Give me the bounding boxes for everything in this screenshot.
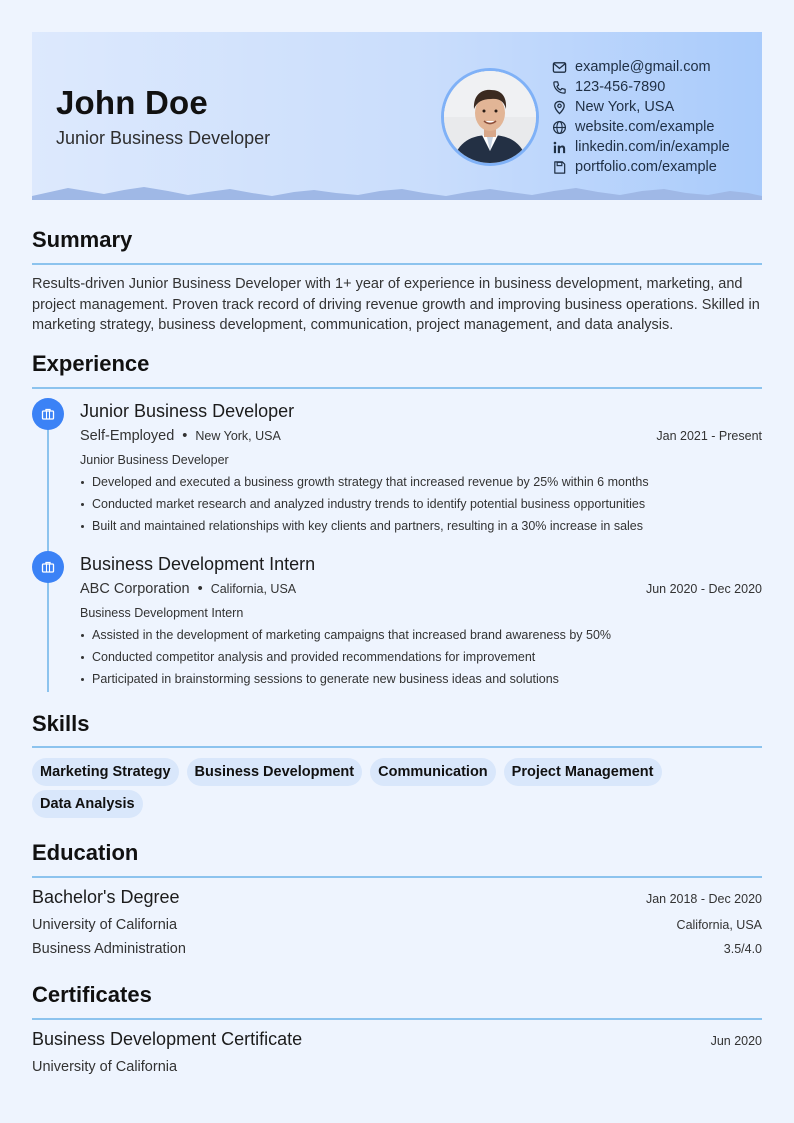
list-item: Conducted market research and analyzed industry trends to identify potential business opportunities [80, 493, 762, 515]
job-title: Business Development Intern [80, 554, 316, 574]
job-subtitle: Junior Business Developer [80, 453, 229, 467]
education-field: Business Administration [32, 941, 186, 957]
job-bullets [80, 471, 762, 537]
job-company: Self-Employed [80, 428, 175, 444]
experience-heading: Experience [32, 351, 150, 376]
contact-phone[interactable] [552, 77, 762, 97]
list-item: Participated in brainstorming sessions to generate new business ideas and solutions [80, 668, 762, 690]
skill-tag: Business Development [187, 758, 363, 786]
job-bullets [80, 624, 762, 690]
education-school: University of California [32, 917, 178, 933]
contact-portfolio[interactable] [552, 157, 762, 177]
certificates-divider [32, 1018, 762, 1020]
skill-tag: Project Management [504, 758, 662, 786]
meta-separator: • [182, 428, 188, 444]
experience-entry [80, 399, 762, 537]
contact-website[interactable] [552, 117, 762, 137]
education-gpa: 3.5/4.0 [723, 942, 762, 956]
briefcase-icon [41, 560, 55, 574]
contact-website-text: website.com/example [575, 119, 715, 135]
meta-separator: • [197, 581, 203, 597]
job-dates: Jan 2021 - Present [656, 429, 762, 443]
certificate-date: Jun 2020 [710, 1034, 762, 1048]
contact-location [552, 97, 762, 117]
education-heading: Education [32, 840, 139, 865]
resume-header [32, 32, 762, 200]
contact-location-text: New York, USA [575, 99, 675, 115]
education-degree-row [32, 887, 762, 913]
skill-tag: Communication [370, 758, 496, 786]
job-company: ABC Corporation [80, 581, 190, 597]
certificate-issuer-row [32, 1058, 762, 1078]
skill-tag: Marketing Strategy [32, 758, 179, 786]
contact-phone-text: 123-456-7890 [575, 79, 666, 95]
experience-entry [80, 552, 762, 690]
education-dates: Jan 2018 - Dec 2020 [645, 892, 762, 906]
contact-email[interactable] [552, 57, 762, 77]
summary-divider [32, 263, 762, 265]
list-item: Developed and executed a business growth strategy that increased revenue by 25% within 6 months [80, 471, 762, 493]
job-location: California, USA [210, 582, 297, 596]
profile-photo [441, 68, 539, 166]
skills-list [32, 758, 762, 822]
portfolio-icon [552, 160, 567, 175]
contact-linkedin-text: linkedin.com/in/example [575, 139, 730, 155]
job-meta [80, 423, 762, 449]
contact-list [552, 57, 762, 177]
education-degree: Bachelor's Degree [32, 887, 180, 907]
education-school-row [32, 916, 762, 936]
skills-divider [32, 746, 762, 748]
location-pin-icon [552, 100, 567, 115]
candidate-name: John Doe [56, 84, 208, 121]
briefcase-icon [41, 407, 55, 421]
globe-icon [552, 120, 567, 135]
certificate-issuer: University of California [32, 1059, 178, 1075]
header-wave-decoration [32, 184, 762, 200]
certificates-heading: Certificates [32, 982, 152, 1007]
job-meta [80, 576, 762, 602]
education-location: California, USA [676, 918, 762, 932]
contact-linkedin[interactable] [552, 137, 762, 157]
job-title: Junior Business Developer [80, 401, 295, 421]
job-dates: Jun 2020 - Dec 2020 [645, 582, 762, 596]
summary-heading: Summary [32, 227, 133, 252]
education-field-row [32, 940, 762, 960]
list-item: Assisted in the development of marketing campaigns that increased brand awareness by 50% [80, 624, 762, 646]
skills-heading: Skills [32, 711, 90, 736]
phone-icon [552, 80, 567, 95]
candidate-title: Junior Business Developer [56, 128, 271, 148]
list-item: Conducted competitor analysis and provided recommendations for improvement [80, 646, 762, 668]
list-item: Built and maintained relationships with key clients and partners, resulting in a 30% increase in sales [80, 515, 762, 537]
mail-icon [552, 60, 567, 75]
education-divider [32, 876, 762, 878]
job-location: New York, USA [195, 429, 281, 443]
contact-email-text: example@gmail.com [575, 59, 711, 75]
job-subtitle: Business Development Intern [80, 606, 244, 620]
experience-divider [32, 387, 762, 389]
summary-text: Results-driven Junior Business Developer with 1+ year of experience in business development, marketing, and project management. Proven track record of driving revenue growth and improving business operations. Skilled in marketing strategy, business development, communication, project management, and data analysis. [32, 276, 760, 333]
contact-portfolio-text: portfolio.com/example [575, 159, 717, 175]
certificate-name: Business Development Certificate [32, 1029, 303, 1049]
linkedin-icon [552, 140, 567, 155]
timeline-marker [32, 551, 64, 583]
skill-tag: Data Analysis [32, 790, 143, 818]
certificate-row [32, 1029, 762, 1055]
timeline-marker [32, 398, 64, 430]
